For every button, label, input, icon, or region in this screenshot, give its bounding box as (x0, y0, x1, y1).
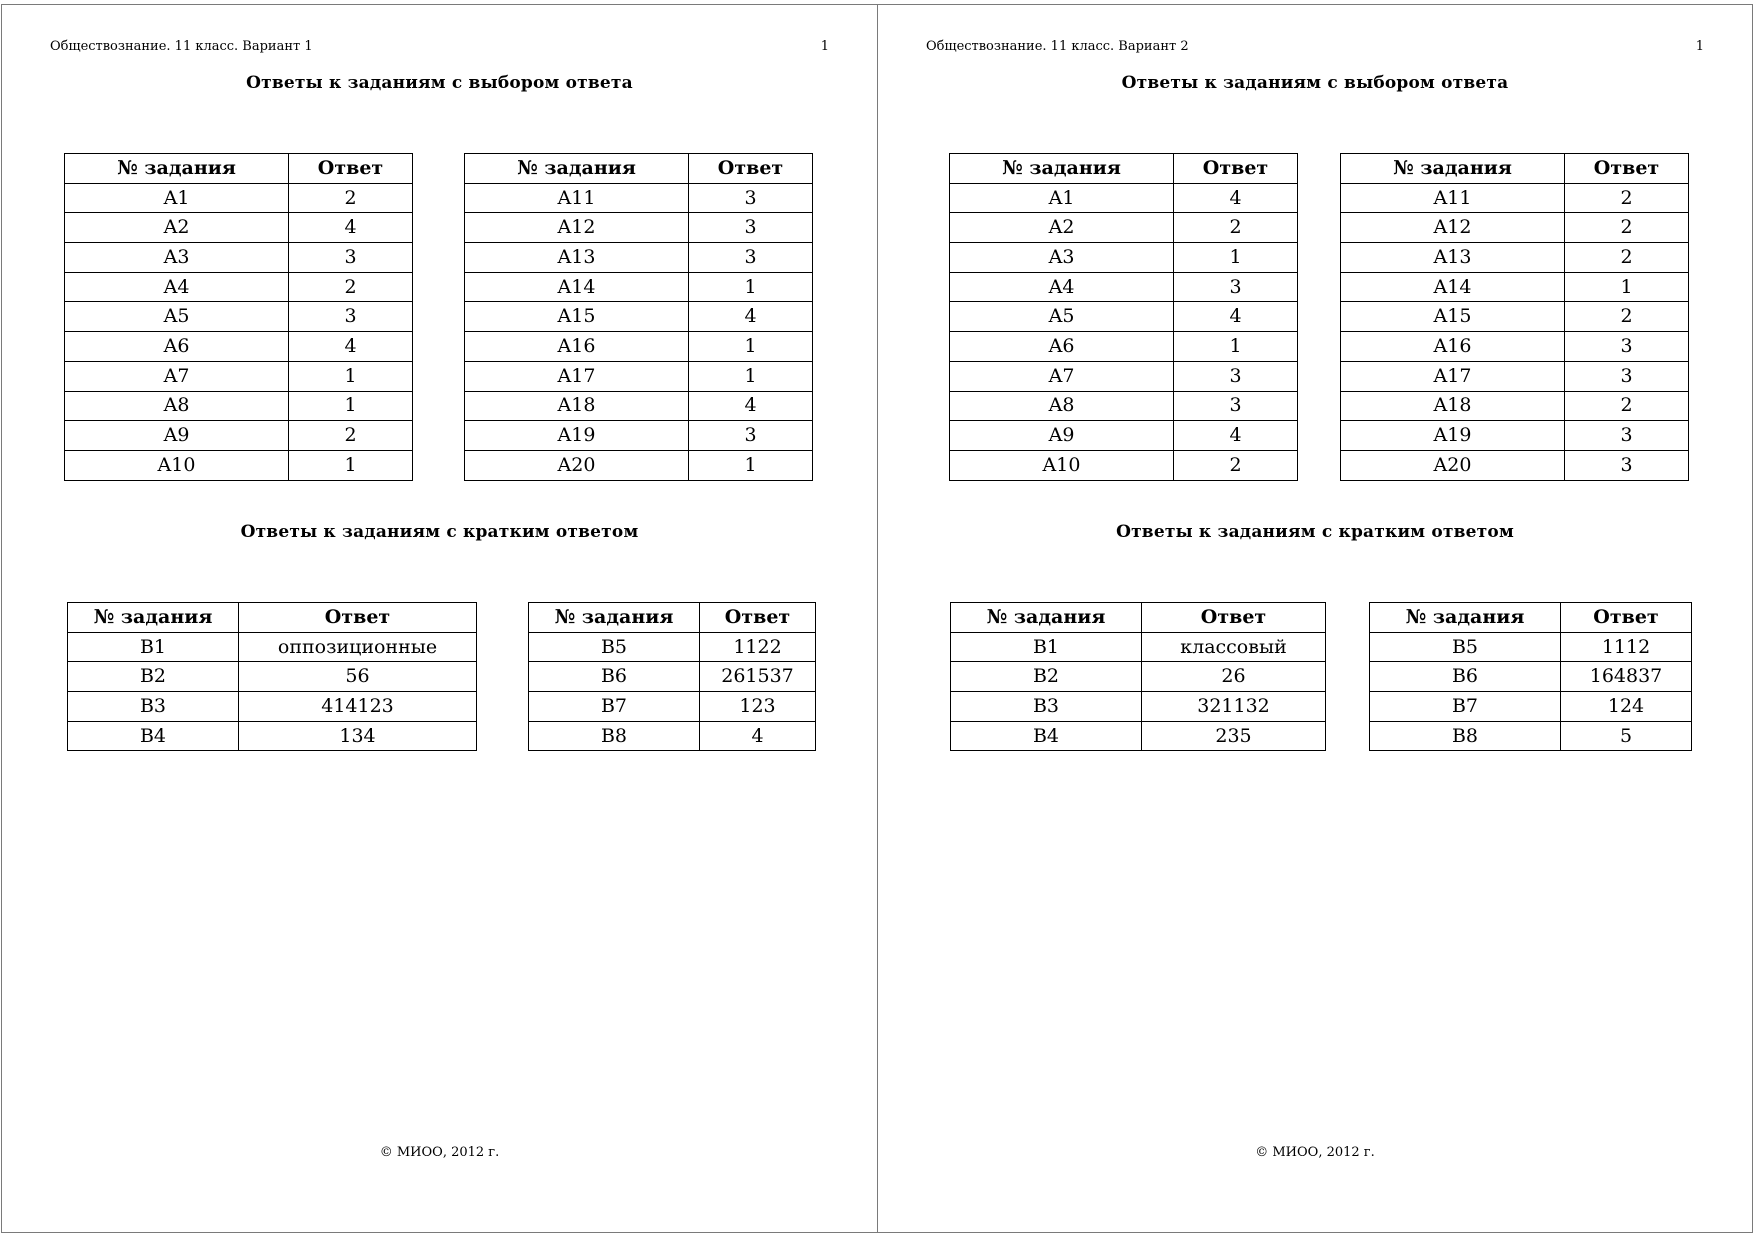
task-id-cell: B5 (529, 632, 700, 662)
table-header-row (950, 154, 1298, 184)
table-row (950, 272, 1298, 302)
table-row (950, 332, 1298, 362)
task-id-cell: A20 (465, 450, 689, 480)
task-id-cell: B3 (951, 692, 1142, 722)
table-header-row (1370, 603, 1692, 633)
column-header-answer: Ответ (1565, 154, 1689, 184)
answer-cell: 1 (1174, 243, 1298, 273)
task-id-cell: B2 (951, 662, 1142, 692)
table-row (1341, 450, 1689, 480)
answer-cell: 3 (1565, 450, 1689, 480)
table-row (1370, 721, 1692, 751)
answers-table-b-right (1369, 602, 1692, 751)
table-row (465, 361, 813, 391)
answer-cell: 164837 (1561, 662, 1692, 692)
column-header-task: № задания (465, 154, 689, 184)
answer-cell: 1 (289, 391, 413, 421)
table-row (65, 213, 413, 243)
task-id-cell: B4 (68, 721, 239, 751)
task-id-cell: A3 (65, 243, 289, 273)
table-row (950, 213, 1298, 243)
table-header-row (65, 154, 413, 184)
task-id-cell: A15 (1341, 302, 1565, 332)
page-number: 1 (1695, 39, 1704, 54)
section-title-multiple-choice: Ответы к заданиям с выбором ответа (1121, 73, 1509, 93)
task-id-cell: B5 (1370, 632, 1561, 662)
table-row (950, 302, 1298, 332)
answer-cell: 4 (289, 213, 413, 243)
task-id-cell: B7 (1370, 692, 1561, 722)
table-row (465, 421, 813, 451)
table-row (65, 302, 413, 332)
task-id-cell: A2 (950, 213, 1174, 243)
answer-cell: 3 (689, 183, 813, 213)
task-id-cell: A12 (465, 213, 689, 243)
answer-cell: 3 (1174, 391, 1298, 421)
task-id-cell: A3 (950, 243, 1174, 273)
table-row (465, 272, 813, 302)
table-row (1341, 391, 1689, 421)
task-id-cell: A19 (465, 421, 689, 451)
task-id-cell: A15 (465, 302, 689, 332)
table-row (1341, 243, 1689, 273)
answer-cell: 1 (1565, 272, 1689, 302)
table-row (68, 721, 477, 751)
task-id-cell: B6 (529, 662, 700, 692)
answer-cell: 1112 (1561, 632, 1692, 662)
answer-cell: 4 (1174, 302, 1298, 332)
column-header-answer: Ответ (1174, 154, 1298, 184)
table-row (1341, 332, 1689, 362)
answer-cell: 5 (1561, 721, 1692, 751)
table-row (951, 692, 1326, 722)
table-row (950, 421, 1298, 451)
table-row (950, 391, 1298, 421)
task-id-cell: B4 (951, 721, 1142, 751)
task-id-cell: A7 (65, 361, 289, 391)
table-header-row (951, 603, 1326, 633)
task-id-cell: A14 (465, 272, 689, 302)
task-id-cell: A9 (65, 421, 289, 451)
answer-cell: 134 (239, 721, 477, 751)
task-id-cell: B1 (951, 632, 1142, 662)
answer-cell: 3 (1565, 421, 1689, 451)
table-row (529, 662, 816, 692)
task-id-cell: B2 (68, 662, 239, 692)
page-number: 1 (820, 39, 829, 54)
table-header-row (1341, 154, 1689, 184)
column-header-task: № задания (529, 603, 700, 633)
task-id-cell: A4 (65, 272, 289, 302)
table-row (1341, 361, 1689, 391)
answer-cell: 2 (1565, 213, 1689, 243)
page-footer-copyright: © МИОО, 2012 г. (379, 1145, 500, 1160)
task-id-cell: B6 (1370, 662, 1561, 692)
answer-cell: 2 (1565, 243, 1689, 273)
answer-cell: 1 (289, 450, 413, 480)
answer-cell: 3 (289, 302, 413, 332)
table-header-row (465, 154, 813, 184)
column-header-answer: Ответ (239, 603, 477, 633)
task-id-cell: A7 (950, 361, 1174, 391)
column-header-answer: Ответ (1142, 603, 1326, 633)
table-row (1341, 183, 1689, 213)
page-variant-1 (1, 4, 878, 1233)
task-id-cell: A1 (65, 183, 289, 213)
task-id-cell: A14 (1341, 272, 1565, 302)
answers-table-b-right (528, 602, 816, 751)
table-row (465, 213, 813, 243)
answer-cell: 3 (689, 421, 813, 451)
task-id-cell: A17 (1341, 361, 1565, 391)
task-id-cell: A8 (950, 391, 1174, 421)
task-id-cell: A16 (1341, 332, 1565, 362)
task-id-cell: A16 (465, 332, 689, 362)
answer-cell: 3 (1565, 361, 1689, 391)
answer-cell: 1 (289, 361, 413, 391)
section-title-short-answer: Ответы к заданиям с кратким ответом (240, 522, 639, 542)
table-row (65, 421, 413, 451)
answers-table-a-right (1340, 153, 1689, 481)
answer-cell: 3 (689, 243, 813, 273)
answer-cell: 4 (1174, 183, 1298, 213)
answer-cell: 26 (1142, 662, 1326, 692)
task-id-cell: A13 (1341, 243, 1565, 273)
task-id-cell: B7 (529, 692, 700, 722)
table-row (529, 632, 816, 662)
answer-cell: 321132 (1142, 692, 1326, 722)
page-footer-copyright: © МИОО, 2012 г. (1255, 1145, 1375, 1160)
task-id-cell: A10 (950, 450, 1174, 480)
task-id-cell: A5 (65, 302, 289, 332)
answers-table-a-left (949, 153, 1298, 481)
answer-cell: 2 (1174, 213, 1298, 243)
column-header-task: № задания (1341, 154, 1565, 184)
column-header-answer: Ответ (700, 603, 816, 633)
task-id-cell: A13 (465, 243, 689, 273)
answer-cell: 2 (1565, 302, 1689, 332)
answer-cell: 56 (239, 662, 477, 692)
answer-cell: 3 (689, 213, 813, 243)
task-id-cell: A10 (65, 450, 289, 480)
table-row (465, 243, 813, 273)
answers-table-a-left (64, 153, 413, 481)
answer-cell: классовый (1142, 632, 1326, 662)
task-id-cell: A20 (1341, 450, 1565, 480)
answer-cell: 2 (1174, 450, 1298, 480)
table-row (68, 632, 477, 662)
table-row (465, 183, 813, 213)
answers-table-b-left (67, 602, 477, 751)
answer-cell: 3 (289, 243, 413, 273)
table-row (65, 450, 413, 480)
column-header-task: № задания (68, 603, 239, 633)
table-row (951, 721, 1326, 751)
answer-cell: 4 (1174, 421, 1298, 451)
answer-cell: 414123 (239, 692, 477, 722)
answer-cell: 2 (289, 272, 413, 302)
column-header-answer: Ответ (689, 154, 813, 184)
answer-cell: 4 (689, 302, 813, 332)
table-row (465, 332, 813, 362)
section-title-short-answer: Ответы к заданиям с кратким ответом (1116, 522, 1514, 542)
table-row (1370, 632, 1692, 662)
column-header-task: № задания (950, 154, 1174, 184)
answer-cell: 1 (689, 450, 813, 480)
table-row (65, 272, 413, 302)
task-id-cell: A11 (465, 183, 689, 213)
page-header-title: Обществознание. 11 класс. Вариант 2 (926, 39, 1189, 54)
table-header-row (68, 603, 477, 633)
answer-cell: оппозиционные (239, 632, 477, 662)
task-id-cell: A9 (950, 421, 1174, 451)
task-id-cell: A2 (65, 213, 289, 243)
table-row (951, 662, 1326, 692)
task-id-cell: A18 (465, 391, 689, 421)
answers-table-b-left (950, 602, 1326, 751)
table-row (1341, 421, 1689, 451)
answer-cell: 2 (289, 421, 413, 451)
column-header-task: № задания (65, 154, 289, 184)
table-row (950, 361, 1298, 391)
answer-cell: 1 (689, 272, 813, 302)
column-header-task: № задания (1370, 603, 1561, 633)
answer-cell: 2 (289, 183, 413, 213)
answer-cell: 2 (1565, 391, 1689, 421)
table-row (529, 692, 816, 722)
task-id-cell: B8 (1370, 721, 1561, 751)
answer-cell: 1 (1174, 332, 1298, 362)
answer-cell: 3 (1565, 332, 1689, 362)
column-header-answer: Ответ (289, 154, 413, 184)
answer-cell: 4 (689, 391, 813, 421)
table-row (1370, 662, 1692, 692)
answer-cell: 3 (1174, 272, 1298, 302)
table-row (65, 183, 413, 213)
answer-cell: 261537 (700, 662, 816, 692)
table-row (465, 391, 813, 421)
table-row (950, 450, 1298, 480)
column-header-answer: Ответ (1561, 603, 1692, 633)
answer-cell: 235 (1142, 721, 1326, 751)
answer-cell: 2 (1565, 183, 1689, 213)
table-row (65, 361, 413, 391)
column-header-task: № задания (951, 603, 1142, 633)
task-id-cell: B8 (529, 721, 700, 751)
task-id-cell: A19 (1341, 421, 1565, 451)
answer-cell: 3 (1174, 361, 1298, 391)
answer-cell: 124 (1561, 692, 1692, 722)
task-id-cell: A11 (1341, 183, 1565, 213)
table-row (465, 302, 813, 332)
task-id-cell: A17 (465, 361, 689, 391)
task-id-cell: A1 (950, 183, 1174, 213)
task-id-cell: A6 (950, 332, 1174, 362)
answer-cell: 4 (289, 332, 413, 362)
task-id-cell: A6 (65, 332, 289, 362)
task-id-cell: A4 (950, 272, 1174, 302)
answer-cell: 1122 (700, 632, 816, 662)
page-header-title: Обществознание. 11 класс. Вариант 1 (50, 39, 313, 54)
task-id-cell: A5 (950, 302, 1174, 332)
table-row (1341, 213, 1689, 243)
answer-cell: 1 (689, 361, 813, 391)
table-row (950, 243, 1298, 273)
table-row (1341, 272, 1689, 302)
table-row (68, 692, 477, 722)
table-row (65, 332, 413, 362)
table-row (1341, 302, 1689, 332)
table-row (68, 662, 477, 692)
table-row (465, 450, 813, 480)
task-id-cell: A12 (1341, 213, 1565, 243)
section-title-multiple-choice: Ответы к заданиям с выбором ответа (246, 73, 633, 93)
table-row (951, 632, 1326, 662)
task-id-cell: B3 (68, 692, 239, 722)
page-variant-2 (877, 4, 1753, 1233)
table-row (65, 243, 413, 273)
answer-cell: 4 (700, 721, 816, 751)
answer-cell: 123 (700, 692, 816, 722)
answer-cell: 1 (689, 332, 813, 362)
task-id-cell: A18 (1341, 391, 1565, 421)
answers-table-a-right (464, 153, 813, 481)
table-row (950, 183, 1298, 213)
task-id-cell: A8 (65, 391, 289, 421)
table-row (65, 391, 413, 421)
table-header-row (529, 603, 816, 633)
table-row (1370, 692, 1692, 722)
task-id-cell: B1 (68, 632, 239, 662)
table-row (529, 721, 816, 751)
